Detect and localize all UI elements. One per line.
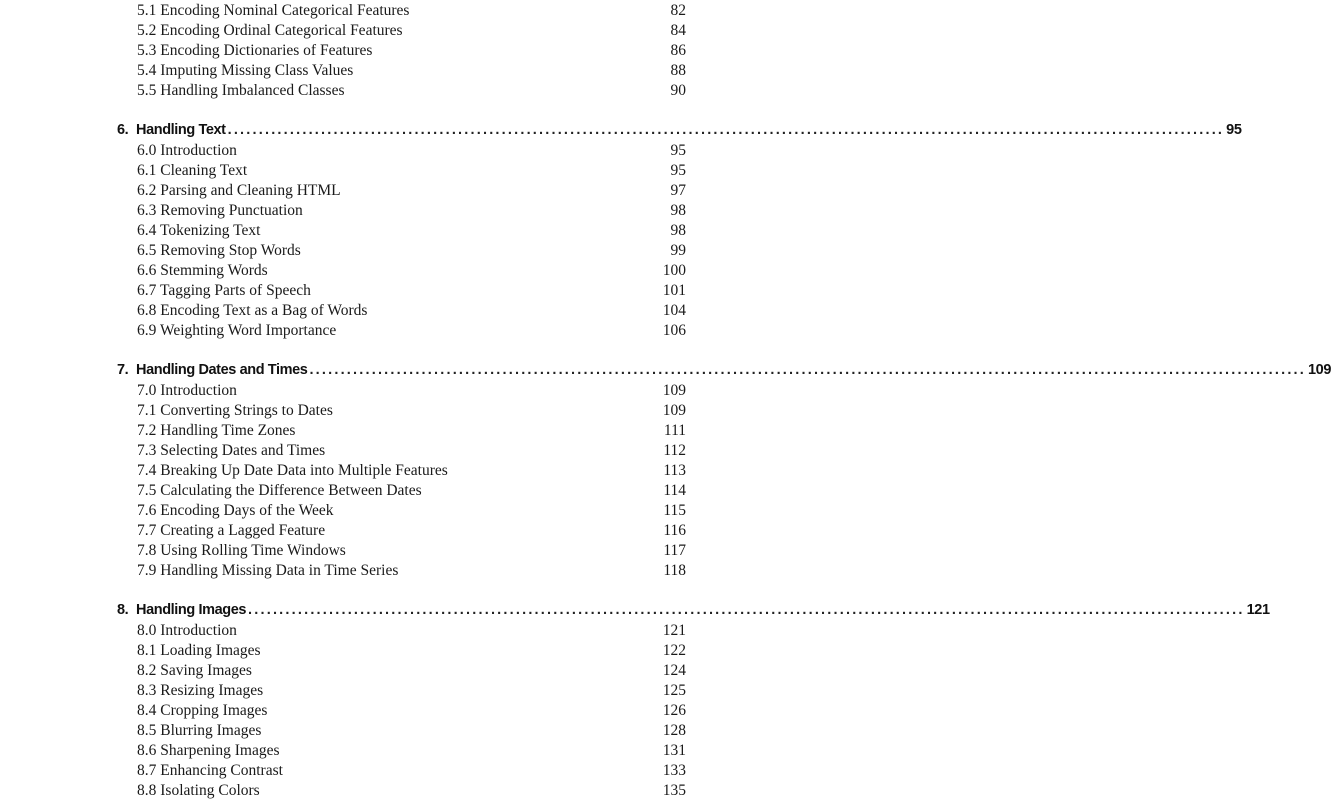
toc-entry-label: 6.4 Tokenizing Text bbox=[137, 222, 261, 239]
toc-entry-label: 7.9 Handling Missing Data in Time Series bbox=[137, 562, 399, 579]
toc-entry-label: 5.2 Encoding Ordinal Categorical Features bbox=[137, 22, 403, 39]
toc-entry-label: 6.6 Stemming Words bbox=[137, 262, 268, 279]
toc-entry-page: 121 bbox=[662, 622, 686, 639]
toc-entry-page: 109 bbox=[662, 402, 686, 419]
toc-entry-page: 122 bbox=[662, 642, 686, 659]
toc-entry-page: 113 bbox=[663, 462, 686, 479]
toc-entry[interactable] bbox=[137, 462, 686, 482]
toc-entry[interactable] bbox=[137, 682, 686, 702]
toc-entry[interactable] bbox=[137, 742, 686, 762]
toc-entry[interactable] bbox=[137, 762, 686, 782]
toc-entry-page: 115 bbox=[663, 502, 686, 519]
toc-entry-page: 104 bbox=[662, 302, 686, 319]
toc-entry-label: 8.7 Enhancing Contrast bbox=[137, 762, 283, 779]
toc-entry[interactable] bbox=[137, 142, 686, 162]
toc-entry[interactable] bbox=[137, 702, 686, 722]
toc-entry-page: 95 bbox=[670, 142, 686, 159]
toc-entry-page: 135 bbox=[662, 782, 686, 799]
toc-entry-page: 98 bbox=[670, 222, 686, 239]
toc-entry-label: 6.3 Removing Punctuation bbox=[137, 202, 303, 219]
toc-entry[interactable] bbox=[137, 282, 686, 302]
toc-entry[interactable] bbox=[137, 782, 686, 802]
chapter-number: 6. bbox=[117, 122, 129, 138]
toc-entry[interactable] bbox=[137, 242, 686, 262]
toc-entry-label: 7.3 Selecting Dates and Times bbox=[137, 442, 326, 459]
toc-entry-label: 5.5 Handling Imbalanced Classes bbox=[137, 82, 345, 99]
toc-entry-label: 7.6 Encoding Days of the Week bbox=[137, 502, 334, 519]
toc-entry-label: 5.3 Encoding Dictionaries of Features bbox=[137, 42, 373, 59]
toc-entry[interactable] bbox=[137, 642, 686, 662]
toc-entry-label: 8.6 Sharpening Images bbox=[137, 742, 280, 759]
toc-entry[interactable] bbox=[137, 562, 686, 582]
chapter-heading[interactable] bbox=[117, 122, 1242, 142]
toc-entry[interactable] bbox=[137, 542, 686, 562]
toc-entry[interactable] bbox=[137, 322, 686, 342]
toc-entry[interactable] bbox=[137, 22, 686, 42]
toc-entry[interactable] bbox=[137, 722, 686, 742]
toc-entry-label: 8.3 Resizing Images bbox=[137, 682, 264, 699]
toc-entry-page: 82 bbox=[670, 2, 686, 19]
toc-entry[interactable] bbox=[137, 662, 686, 682]
toc-entry[interactable] bbox=[137, 302, 686, 322]
toc-entry-page: 106 bbox=[662, 322, 686, 339]
dot-leader: ................................................................................................................................................................ bbox=[309, 362, 1307, 378]
toc-entry-page: 84 bbox=[670, 22, 686, 39]
toc-entry-page: 133 bbox=[662, 762, 686, 779]
toc-entry-label: 8.8 Isolating Colors bbox=[137, 782, 260, 799]
toc-entry-label: 8.2 Saving Images bbox=[137, 662, 252, 679]
toc-entry[interactable] bbox=[137, 382, 686, 402]
toc-entry-page: 117 bbox=[663, 542, 686, 559]
toc-entry-label: 6.7 Tagging Parts of Speech bbox=[137, 282, 311, 299]
chapter-number: 8. bbox=[117, 602, 129, 618]
chapter-heading[interactable] bbox=[117, 362, 1331, 382]
toc-entry-label: 8.0 Introduction bbox=[137, 622, 237, 639]
toc-entry[interactable] bbox=[137, 182, 686, 202]
toc-entry-page: 101 bbox=[662, 282, 686, 299]
toc-entry-page: 95 bbox=[670, 162, 686, 179]
toc-entry[interactable] bbox=[137, 502, 686, 522]
toc-entry-label: 7.1 Converting Strings to Dates bbox=[137, 402, 333, 419]
toc-entry-page: 111 bbox=[663, 422, 686, 439]
toc-entry-label: 6.0 Introduction bbox=[137, 142, 237, 159]
toc-entry[interactable] bbox=[137, 442, 686, 462]
toc-entry-page: 118 bbox=[663, 562, 686, 579]
toc-entry-label: 7.0 Introduction bbox=[137, 382, 237, 399]
dot-leader: ................................................................................................................................................................ bbox=[248, 602, 1245, 618]
toc-entry-page: 98 bbox=[670, 202, 686, 219]
toc-entry[interactable] bbox=[137, 262, 686, 282]
toc-entry-page: 112 bbox=[663, 442, 686, 459]
dot-leader: ................................................................................................................................................................ bbox=[227, 122, 1225, 138]
toc-entry[interactable] bbox=[137, 42, 686, 62]
toc-entry[interactable] bbox=[137, 402, 686, 422]
toc-entry-page: 97 bbox=[670, 182, 686, 199]
toc-entry[interactable] bbox=[137, 2, 686, 22]
toc-entry-page: 86 bbox=[670, 42, 686, 59]
toc-entry-label: 7.2 Handling Time Zones bbox=[137, 422, 296, 439]
toc-entry[interactable] bbox=[137, 202, 686, 222]
toc-entry-page: 90 bbox=[670, 82, 686, 99]
toc-entry-label: 5.4 Imputing Missing Class Values bbox=[137, 62, 354, 79]
toc-entry-label: 8.4 Cropping Images bbox=[137, 702, 268, 719]
toc-entry-label: 7.5 Calculating the Difference Between Dates bbox=[137, 482, 422, 499]
toc-entry[interactable] bbox=[137, 422, 686, 442]
toc-entry[interactable] bbox=[137, 622, 686, 642]
chapter-page: 121 bbox=[1246, 602, 1270, 618]
toc-entry[interactable] bbox=[137, 162, 686, 182]
toc-entry-label: 7.4 Breaking Up Date Data into Multiple Features bbox=[137, 462, 448, 479]
toc-entry[interactable] bbox=[137, 522, 686, 542]
toc-entry-page: 88 bbox=[670, 62, 686, 79]
toc-entry-label: 6.5 Removing Stop Words bbox=[137, 242, 301, 259]
chapter-title: Handling Dates and Times bbox=[136, 362, 308, 378]
chapter-page: 95 bbox=[1226, 122, 1242, 138]
chapter-heading[interactable] bbox=[117, 602, 1270, 622]
toc-entry[interactable] bbox=[137, 62, 686, 82]
chapter-page: 109 bbox=[1308, 362, 1331, 378]
toc-entry-label: 5.1 Encoding Nominal Categorical Features bbox=[137, 2, 410, 19]
toc-entry-page: 99 bbox=[670, 242, 686, 259]
toc-entry-page: 109 bbox=[662, 382, 686, 399]
chapter-title: Handling Images bbox=[136, 602, 247, 618]
toc-entry-label: 7.8 Using Rolling Time Windows bbox=[137, 542, 346, 559]
toc-entry-page: 114 bbox=[663, 482, 686, 499]
toc-entry-label: 6.9 Weighting Word Importance bbox=[137, 322, 337, 339]
toc-entry-page: 128 bbox=[662, 722, 686, 739]
toc-entry-label: 6.2 Parsing and Cleaning HTML bbox=[137, 182, 341, 199]
toc-entry-label: 7.7 Creating a Lagged Feature bbox=[137, 522, 326, 539]
chapter-number: 7. bbox=[117, 362, 129, 378]
toc-entry-label: 6.1 Cleaning Text bbox=[137, 162, 248, 179]
toc-entry-page: 131 bbox=[662, 742, 686, 759]
toc-entry-page: 100 bbox=[662, 262, 686, 279]
toc-entry[interactable] bbox=[137, 482, 686, 502]
toc-entry-page: 126 bbox=[662, 702, 686, 719]
chapter-title: Handling Text bbox=[136, 122, 226, 138]
toc-entry-page: 125 bbox=[662, 682, 686, 699]
toc-entry-page: 116 bbox=[663, 522, 686, 539]
toc-entry[interactable] bbox=[137, 82, 686, 102]
toc-entry[interactable] bbox=[137, 222, 686, 242]
toc-entry-label: 6.8 Encoding Text as a Bag of Words bbox=[137, 302, 368, 319]
toc-entry-label: 8.1 Loading Images bbox=[137, 642, 261, 659]
toc-entry-label: 8.5 Blurring Images bbox=[137, 722, 262, 739]
toc-entry-page: 124 bbox=[662, 662, 686, 679]
